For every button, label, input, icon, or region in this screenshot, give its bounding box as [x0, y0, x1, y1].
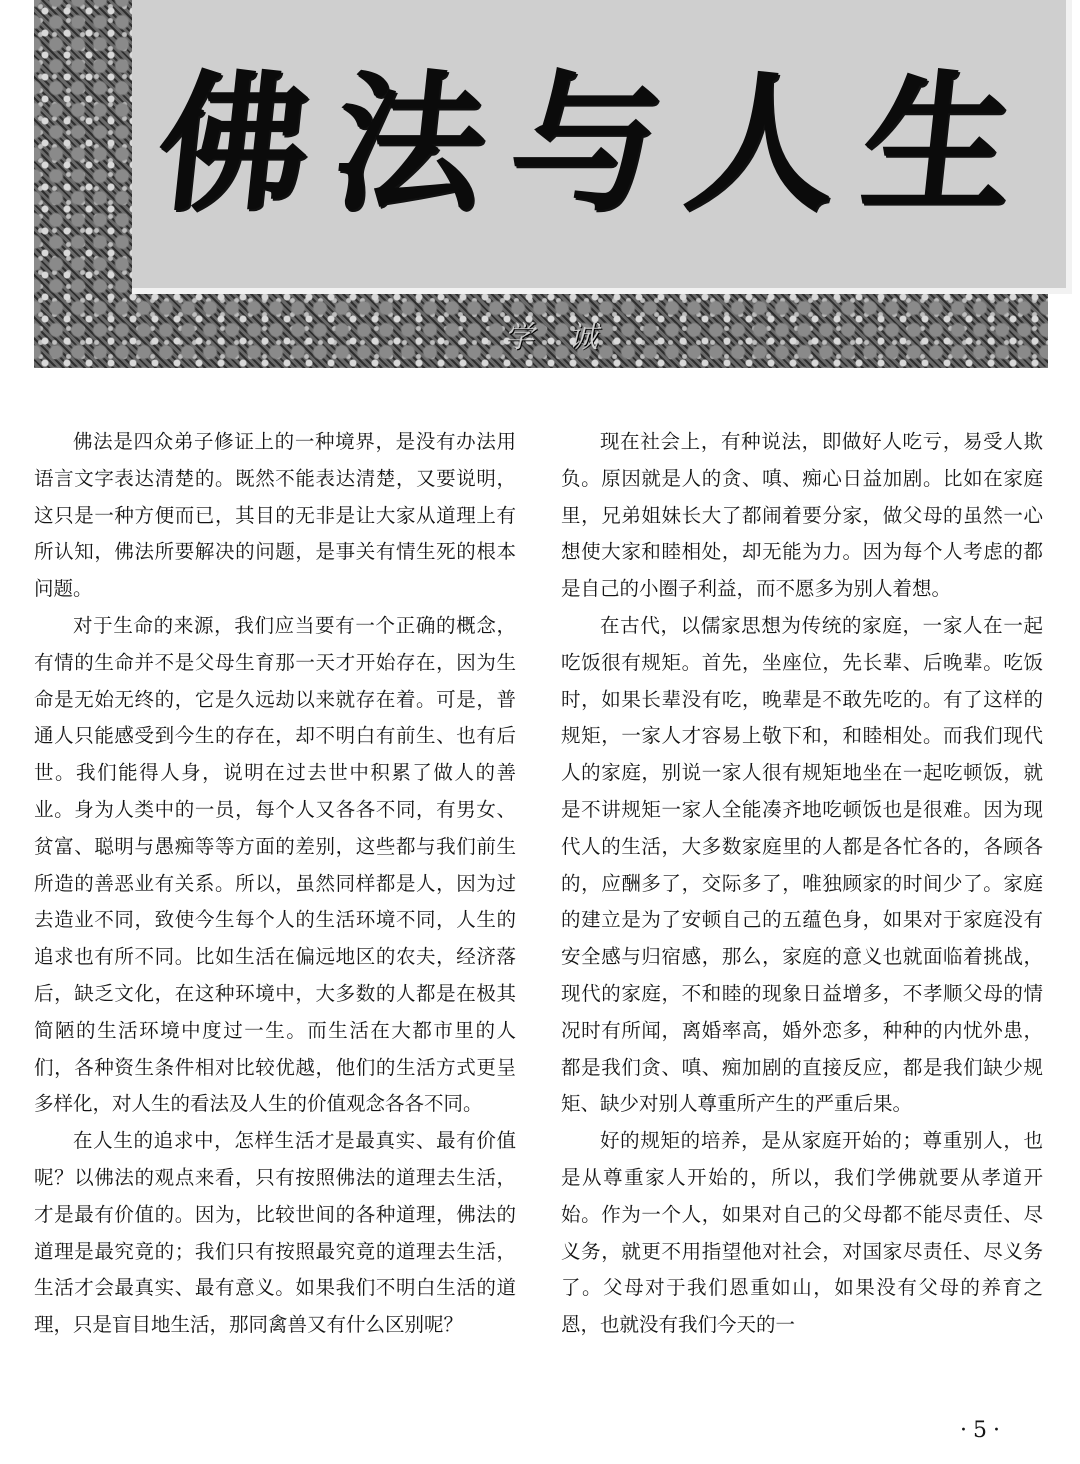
paragraph: 在人生的追求中，怎样生活才是最真实、最有价值呢？以佛法的观点来看，只有按照佛法的道理去生活，才是最有价值的。因为，比较世间的各种道理，佛法的道理是最究竟的；我们只有按照最究竟的道理去生活，生活才会最真实、最有意义。如果我们不明白生活的道理，只是盲目地生活，那同禽兽又有什么区别呢？	[34, 1129, 516, 1337]
article-title: 佛法与人生	[149, 56, 1049, 232]
page-number: ·5·	[960, 1418, 1006, 1443]
paragraph: 对于生命的来源，我们应当要有一个正确的概念，有情的生命并不是父母生育那一天才开始存在，因为生命是无始无终的，它是久远劫以来就存在着。可是，普通人只能感受到今生的存在，却不明白有前生、也有后世。我们能得人身，说明在过去世中积累了做人的善业。身为人类中的一员，每个人又各各不同，有男女、贫富、聪明与愚痴等等方面的差别，这些都与我们前生所造的善恶业有关系。所以，虽然同样都是人，因为过去造业不同，致使今生每个人的生活环境不同，人生的追求也有所不同。比如生活在偏远地区的农夫，经济落后，缺乏文化，在这种环境中，大多数的人都是在极其简陋的生活环境中度过一生。而生活在大都市里的人们，各种资生条件相对比较优越，他们的生活方式更呈多样化，对人生的看法及人生的价值观念各各不同。	[34, 613, 516, 1116]
right-column	[561, 424, 1043, 1344]
paragraph: 佛法是四众弟子修证上的一种境界，是没有办法用语言文字表达清楚的。既然不能表达清楚，又要说明，这只是一种方便而已，其目的无非是让大家从道理上有所认知，佛法所要解决的问题，是事关有情生死的根本问题。	[34, 430, 516, 601]
author-name: 学诚	[504, 320, 632, 355]
paragraph: 在古代，以儒家思想为传统的家庭，一家人在一起吃饭很有规矩。首先，坐座位，先长辈、后晚辈。吃饭时，如果长辈没有吃，晚辈是不敢先吃的。有了这样的规矩，一家人才容易上敬下和，和睦相处。而我们现代人的家庭，别说一家人很有规矩地坐在一起吃顿饭，就是不讲规矩一家人全能凑齐地吃顿饭也是很难。因为现代人的生活，大多数家庭里的人都是各忙各的，各顾各的，应酬多了，交际多了，唯独顾家的时间少了。家庭的建立是为了安顿自己的五蕴色身，如果对于家庭没有安全感与归宿感，那么，家庭的意义也就面临着挑战，现代的家庭，不和睦的现象日益增多，不孝顺父母的情况时有所闻，离婚率高，婚外恋多，种种的内忧外患，都是我们贪、嗔、痴加剧的直接反应，都是我们缺少规矩、缺少对别人尊重所产生的严重后果。	[561, 613, 1043, 1116]
title-panel	[132, 0, 1072, 294]
paragraph: 现在社会上，有种说法，即做好人吃亏，易受人欺负。原因就是人的贪、嗔、痴心日益加剧。比如在家庭里，兄弟姐妹长大了都闹着要分家，做父母的虽然一心想使大家和睦相处，却无能为力。因为每个人考虑的都是自己的小圈子利益，而不愿多为别人着想。	[561, 430, 1043, 601]
title-banner	[34, 0, 1048, 368]
left-column	[34, 424, 516, 1344]
paragraph: 好的规矩的培养，是从家庭开始的；尊重别人，也是从尊重家人开始的，所以，我们学佛就要从孝道开始。作为一个人，如果对自己的父母都不能尽责任、尽义务，就更不用指望他对社会，对国家尽责任、尽义务了。父母对于我们恩重如山，如果没有父母的养育之恩，也就没有我们今天的一	[561, 1129, 1043, 1337]
